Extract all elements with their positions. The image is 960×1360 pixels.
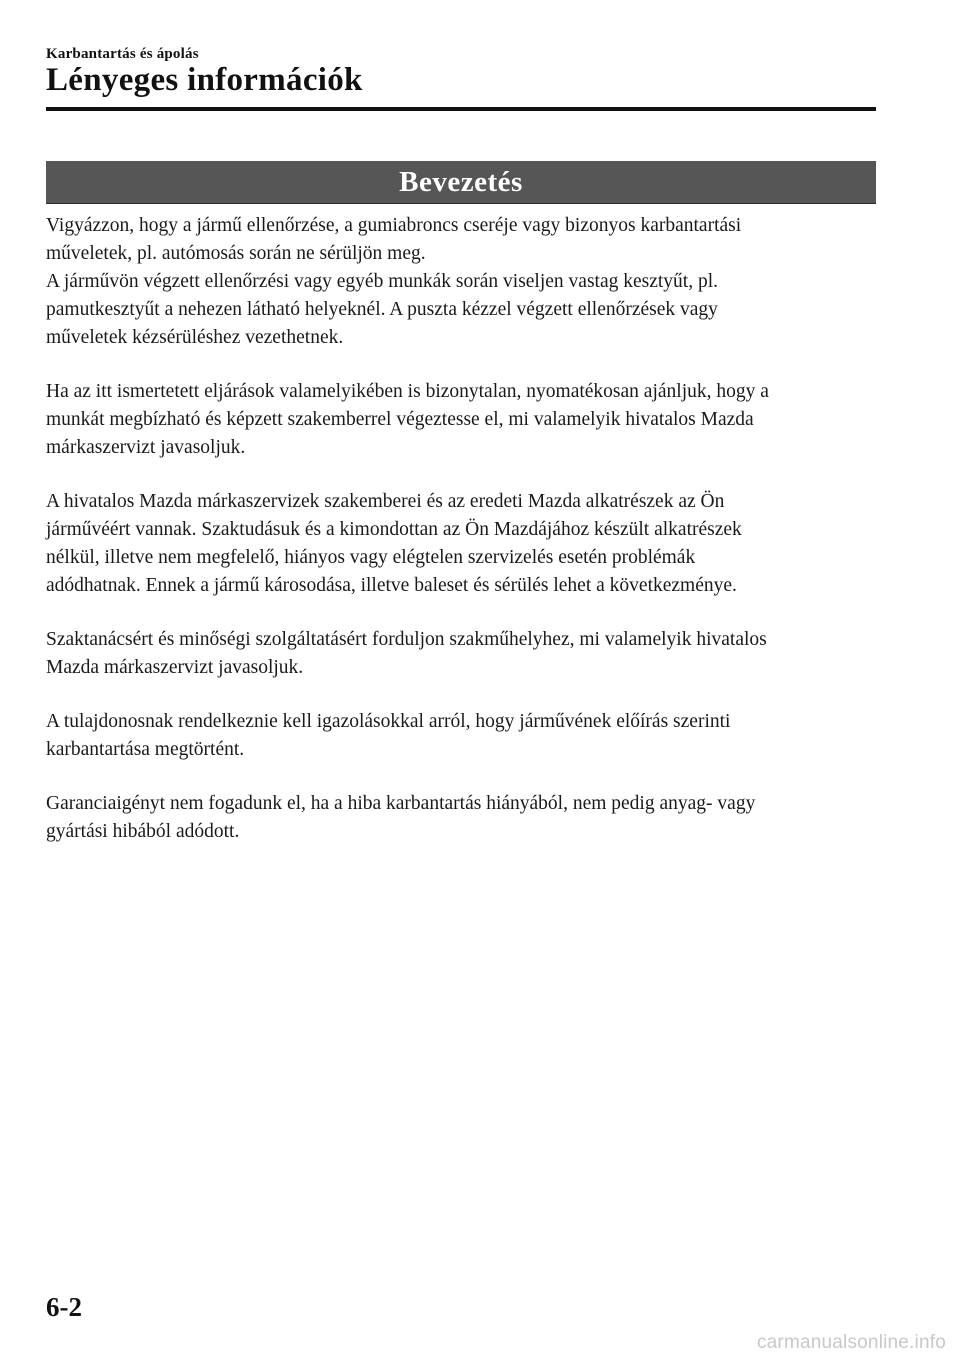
text-line: A hivatalos Mazda márkaszervizek szakemberei és az eredeti Mazda alkatrészek az Ön xyxy=(46,491,725,512)
page-number: 6-2 xyxy=(46,1292,82,1322)
chapter-title: Lényeges információk xyxy=(46,62,363,98)
text-line: Ha az itt ismertetett eljárások valamelyikében is bizonytalan, nyomatékosan ajánljuk, hogy a xyxy=(46,381,769,402)
paragraph xyxy=(46,488,876,600)
text-line: márkaszervizt javasoljuk. xyxy=(46,437,246,458)
banner-title: Bevezetés xyxy=(399,165,523,198)
text-line: gyártási hibából adódott. xyxy=(46,821,240,842)
paragraph xyxy=(46,708,876,764)
text-line: járművéért vannak. Szaktudásuk és a kimondottan az Ön Mazdájához készült alkatrészek xyxy=(46,519,742,540)
text-line: munkát megbízható és képzett szakemberrel végeztesse el, mi valamelyik hivatalos Mazda xyxy=(46,409,754,430)
section-label: Karbantartás és ápolás xyxy=(46,46,199,62)
header-rule xyxy=(46,107,876,111)
text-line: Mazda márkaszervizt javasoljuk. xyxy=(46,657,304,678)
watermark-link[interactable]: carmanualsonline.info xyxy=(756,1332,946,1353)
text-line: műveletek, pl. autómosás során ne sérüljön meg. xyxy=(46,243,426,264)
paragraph xyxy=(46,212,876,352)
paragraph xyxy=(46,790,876,846)
paragraph xyxy=(46,626,876,682)
text-line: Vigyázzon, hogy a jármű ellenőrzése, a gumiabroncs cseréje vagy bizonyos karbantartási xyxy=(46,215,742,236)
body-text xyxy=(46,212,876,872)
text-line: Szaktanácsért és minőségi szolgáltatásért forduljon szakműhelyhez, mi valamelyik hivatalos xyxy=(46,629,767,650)
text-line: adódhatnak. Ennek a jármű károsodása, illetve baleset és sérülés lehet a következménye. xyxy=(46,575,737,596)
text-line: karbantartása megtörtént. xyxy=(46,739,245,760)
section-banner xyxy=(46,161,876,204)
text-line: nélkül, illetve nem megfelelő, hiányos vagy elégtelen szervizelés esetén problémák xyxy=(46,547,696,568)
text-line: műveletek kézsérüléshez vezethetnek. xyxy=(46,327,344,348)
text-line: Garanciaigényt nem fogadunk el, ha a hiba karbantartás hiányából, nem pedig anyag- vagy xyxy=(46,793,756,814)
text-line: pamutkesztyűt a nehezen látható helyeknél. A puszta kézzel végzett ellenőrzések vagy xyxy=(46,299,718,320)
text-line: A járművön végzett ellenőrzési vagy egyéb munkák során viseljen vastag kesztyűt, pl. xyxy=(46,271,719,292)
text-line: A tulajdonosnak rendelkeznie kell igazolásokkal arról, hogy járművének előírás szerinti xyxy=(46,711,731,732)
paragraph xyxy=(46,378,876,462)
